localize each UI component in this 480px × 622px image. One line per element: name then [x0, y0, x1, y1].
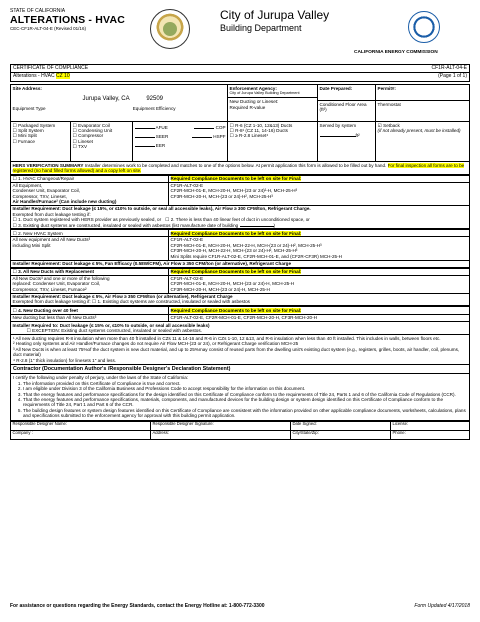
site-info-table — [10, 84, 470, 162]
checkbox-furnace[interactable]: ☐ Furnace — [13, 139, 69, 144]
site-address-cell[interactable] — [11, 85, 228, 122]
city-seal-icon — [150, 9, 190, 49]
option-4-left: New ducting but less than All New Ducts³ — [11, 314, 169, 321]
designer-signature-field[interactable]: Responsible Designer Signature: — [151, 421, 291, 430]
option-1-doc-1: CF1R-ALT-02-E — [170, 182, 204, 188]
checkbox-r6-ducts[interactable]: ☐ R-6 (CZ 1-10, 12&13) Ducts — [230, 123, 316, 128]
checkbox-option-1[interactable]: ☐ 1. HVAC Changeout/Repair — [11, 176, 168, 182]
form-title: ALTERATIONS - HVAC — [10, 13, 126, 26]
option-2-doc-2: CF2R-MCH-01-E, MCH-20-H, MCH-22-H, MCH-(23 or 24)-H², MCH-25-H³ — [170, 242, 322, 248]
hers-summary-text: Installer determines work to be completed and matches to one of the options below. At permit application this form is allowed to be filled out by hand. — [83, 162, 388, 168]
phone-field[interactable]: Phone: — [391, 430, 470, 439]
efficiency-row-1 — [135, 125, 226, 130]
option-2-item-2: including Mini Split — [12, 242, 51, 248]
checkbox-option-4-exception[interactable]: ☐ EXCEPTION: Existing duct systems constructed, insulated or sealed with asbestos. — [13, 328, 468, 333]
option-3-item-1: All New Ducts³ and one or more of the following — [12, 275, 110, 281]
checkbox-option-4[interactable]: ☐ 4. New Ducting over 40 feet — [13, 308, 167, 313]
option-2-table — [10, 229, 470, 260]
checkbox-packaged-system[interactable]: ☐ Packaged System — [13, 123, 69, 128]
city-block — [220, 9, 329, 33]
date-prepared-cell[interactable] — [318, 85, 376, 122]
option-2-required: Required Compliance Documents to be left on site for Final: — [170, 230, 302, 236]
contractor-intro: I certify the following under penalty of perjury, under the laws of the State of California: — [13, 375, 189, 381]
option-2-doc-1: CF1R-ALT-02-E — [170, 237, 204, 243]
checkbox-evaporator-coil[interactable]: ☐ Evaporator Coil — [73, 123, 131, 128]
equipment-type-list-b — [71, 122, 133, 162]
option-4-required: Required Compliance Documents to be left on site for Final: — [170, 307, 302, 313]
option-1-exemptions-b: ☐ 3. Existing duct systems are constructed, insulated or sealed with asbestos (list manufacture date of building ) — [13, 223, 468, 228]
footnote-2: ² Heating only systems and Air Handler/Furnace changes do not require Air Flow MCH-(23 or 24), or Refrigerant Charge verification MCH-25 — [13, 341, 299, 347]
option-2-right — [169, 230, 470, 260]
footnote-3: ³ All New Ducts is when at least 75%of the duct system is new duct material, and up to 25%may consist of reused parts from the dwelling unit's existing duct system (e.g., registers, grilles, boots, air handler, coil, plenums, duct material) — [13, 346, 460, 358]
equipment-type-list-a — [11, 122, 71, 162]
option-1-table — [10, 175, 470, 206]
option-1-item-1: All Equipment, — [12, 182, 43, 188]
hers-summary-lead: HERS VERIFICATION SUMMARY — [12, 162, 84, 168]
ft2-unit: ft² — [355, 132, 360, 138]
checkbox-option-2[interactable]: ☐ 2. New HVAC System — [11, 231, 168, 237]
declaration-item-3: 3. That the energy features and performance specifications for the design identified on this Certificate of Compliance conform to the requirements of Title 24, Parts 1 and 6 of the California Code of Regulations (CCR). — [23, 392, 467, 397]
option-3-installer-req: Installer Requirement: Duct leakage ≤ 5%, Air Flow ≥ 350 CFM/ton (or alternative), Refrigerant Charge — [12, 294, 233, 300]
option-1-left — [11, 175, 169, 205]
r-value-label: Required R-value — [229, 104, 266, 110]
option-3-doc-1: CF1R-ALT-02-E — [170, 275, 204, 281]
signature-table — [10, 421, 470, 440]
ducting-label-block — [228, 97, 317, 110]
form-header — [10, 9, 470, 64]
page-footer — [10, 604, 470, 610]
option-1-right — [169, 175, 470, 205]
certificate-label: CERTIFICATE OF COMPLIANCE — [13, 65, 89, 71]
checkbox-split-system[interactable]: ☐ Split System — [13, 128, 69, 133]
checkbox-option-3[interactable]: ☐ 3. All New Ducts with Replacement — [11, 269, 168, 275]
cop-field[interactable] — [194, 125, 225, 130]
served-area-field — [320, 133, 374, 138]
option-2-left — [11, 230, 169, 260]
building-date-field[interactable] — [240, 226, 274, 227]
option-1-required: Required Compliance Documents to be left on site for Final: — [170, 176, 302, 182]
doc-type — [13, 74, 70, 80]
floor-area-label: Conditioned Floor Area (ft²) — [318, 100, 375, 113]
option-4-table — [10, 306, 470, 322]
option-3-item-2: replaced: Condenser Unit, Evaporator Coil, — [12, 281, 101, 287]
enforcement-cell[interactable] — [228, 85, 318, 122]
site-address-label: Site Address: — [12, 85, 42, 91]
efficiency-fields — [133, 122, 228, 162]
option-1-item-3: Compressor, TXV, Lineset, — [12, 193, 67, 199]
declaration-item-2: 2. I am eligible under Division 3 of the California Business and Professions Code to accept responsibility for the information on this document. — [23, 386, 467, 391]
contractor-heading: Contractor (Documentation Author's /Responsible Designer's Declaration Statement) — [10, 365, 470, 374]
option-1-exempt: Exempted from duct leakage testing if: — [12, 211, 91, 217]
site-city: Jurupa Valley, CA — [82, 95, 130, 102]
declaration-item-4: 4. That the energy features and performance specifications, materials, components, and manufactured devices for the building design or system design identified on this Certificate of Compliance conform to the requirements of Title 24, Part 1 and Part 6 of the CCR. — [23, 397, 467, 408]
address-field[interactable]: Address: — [151, 430, 291, 439]
option-2-doc-4: Mini Splits require CF1R-ALT-02-E, CF2R-MCH-01-E, and (CF2R-CF3R) MCH-25-H — [170, 253, 342, 259]
commission-name: CALIFORNIA ENERGY COMMISSION — [354, 50, 438, 55]
served-by-cell[interactable] — [318, 122, 376, 162]
checkbox-lineset[interactable]: ☐ Lineset — [73, 139, 131, 144]
checkbox-exempt-1[interactable]: ☐ 1. Duct system registered with HERS provider as previously sealed, or — [13, 217, 162, 222]
efficiency-row-2 — [135, 134, 226, 139]
option-3-required: Required Compliance Documents to be left on site for Final: — [170, 269, 302, 275]
option-4-installer — [10, 322, 470, 335]
option-3-exempt-line — [13, 299, 468, 304]
checkbox-setback[interactable]: ☑ Setback — [378, 123, 468, 128]
hotline-text: For assistance or questions regarding the Energy Standards, contact the Energy Hotline at: 1-800-772-3300 — [10, 603, 265, 609]
designer-name-field[interactable]: Responsible Designer Name: — [11, 421, 151, 430]
cop-label: COP — [215, 124, 226, 130]
contractor-declaration — [10, 374, 470, 420]
certificate-code: CF1R-ALT-04-E — [431, 65, 467, 71]
contractor-items — [13, 381, 467, 419]
energy-commission-logo-icon — [408, 11, 440, 43]
equipment-efficiency-label: Equipment Efficiency — [132, 105, 176, 111]
certificate-band — [10, 64, 470, 73]
hers-summary — [10, 162, 470, 175]
checkbox-mini-split[interactable]: ☐ Mini Split — [13, 133, 69, 138]
option-3-doc-2: CF2R-MCH-01-E, MCH-20-H, MCH-(23 or 24)-H, MCH-25-H — [170, 281, 295, 287]
option-3-right — [169, 268, 470, 293]
state-label: STATE OF CALIFORNIA — [10, 8, 66, 14]
option-2-item-1: All new equipment and All New Ducts³ — [12, 237, 91, 243]
option-3-exempt: Exempted from duct leakage testing if: — [12, 299, 91, 305]
site-city-line — [13, 96, 226, 103]
setback-cell — [376, 122, 470, 162]
footnote-1: ¹ All new ducting requires R-8 insulation when more than 40 ft installed in CZs 11 & 14-16 and R-6 in CZs 1-10, 12 &13, and R-6 insulation when less than 40 ft installed. This includes in walls, between floors etc. — [13, 335, 441, 341]
form-id: CEC-CF1R-ALT-04-E (Revised 01/16) — [10, 25, 86, 31]
form-version: Form Updated 4/17/2018 — [414, 603, 470, 609]
option-1-installer-req: Installer Requirement: Duct leakage (≤ 15%, or ≤10% to outside, or seal all accessible leaks), Air Flow ≥ 300 CFM/ton, Refrigerant Charge. — [12, 206, 311, 212]
option-3-item-3: Compressor, TXV, Lineset, Furnace² — [12, 286, 87, 292]
hspf-field[interactable] — [192, 134, 226, 139]
enforcement-value: City of Jurupa Valley Building Department — [229, 90, 300, 95]
department-name: Building Department — [220, 22, 302, 33]
doc-type-band — [10, 73, 470, 82]
permit-label: Permit#: — [377, 85, 396, 91]
afue-label: AFUE — [155, 124, 168, 130]
climate-zone: CZ 10 — [55, 73, 70, 79]
eer-label: EER — [155, 143, 166, 149]
permit-cell[interactable] — [376, 85, 470, 122]
option-4-right: CF1R-ALT-02-E, CF2R-MCH-01-E, CF2R-MCH-20-H, CF3R-MCH-20-H — [169, 314, 470, 321]
checkbox-exempt-3[interactable]: ☐ 3. Existing duct systems are constructed, insulated or sealed with asbestos (list manufacture date of building — [13, 223, 239, 228]
option-4-label-cell — [11, 307, 169, 314]
option-2-installer-req: Installer Requirement: Duct leakage ≤ 5%, Fan Efficacy (0.58W/CFM), Air Flow ≥ 350 CFM/ton (or alternative), Refrigerant Charge — [10, 261, 470, 268]
footnote-4: ⁴ R-2.8 (1" thick insulation) for linesets 1" and less. — [13, 357, 117, 363]
seer-label: SEER — [155, 133, 169, 139]
hspf-label: HSPF — [213, 133, 226, 139]
option-4-required-cell — [169, 307, 470, 314]
option-3-left — [11, 268, 169, 293]
checkbox-exempt-2[interactable]: ☐ 2. There is less than 40 linear feet of duct in unconditioned space, or — [165, 217, 310, 222]
equipment-type-label: Equipment Type — [12, 105, 46, 111]
seer-field[interactable] — [135, 134, 169, 139]
page-number: (Page 1 of 1) — [438, 73, 467, 79]
checkbox-r28-lineset[interactable]: ☐ ≥ R-2.8 Lineset⁴ — [230, 133, 316, 138]
option-3-doc-3: CF3R-MCH-20-H, MCH-(23 or 24)-H, MCH-25-H — [170, 286, 270, 292]
checkbox-option-3-exempt[interactable]: ☐ 1. Existing duct systems are constructed, insulated or sealed with asbestos — [92, 299, 250, 304]
checkbox-txv[interactable]: ☐ TXV — [73, 144, 131, 149]
equipment-headings — [13, 106, 226, 111]
hers-summary-highlight: For final inspection all forms are to be registered (no hand filled forms allowed) and a copy left on site. — [12, 162, 465, 173]
option-3-table — [10, 268, 470, 294]
doc-type-text: Alterations - HVAC — [13, 73, 56, 79]
checkbox-r8-ducts[interactable]: ☐ R-8¹ (CZ 11, 14-16) Ducts — [230, 128, 316, 133]
declaration-item-5: 5. The building design features or system design features identified on this Certificate of Compliance are consistent with the information provided on other applicable compliance documents, worksheets, calculations, plans and specifications submitted to the enforcement agency for approval with this building permit application. — [23, 408, 467, 419]
option-1-item-4: Air Handler/Furnace² (Can include new ducting) — [12, 198, 117, 204]
enforcement-label: Enforcement Agency: — [229, 85, 277, 91]
footnotes — [10, 335, 470, 365]
city-name: City of Jurupa Valley — [220, 8, 330, 22]
site-zip: 92509 — [146, 95, 163, 102]
city-state-zip-field[interactable]: City/State/Zip: — [291, 430, 391, 439]
declaration-item-1: 1. The information provided on this Certificate of Compliance is true and correct. — [23, 381, 467, 386]
checkbox-compressor[interactable]: ☐ Compressor — [73, 133, 131, 138]
option-4-installer-req: Installer Required to: Duct leakage (≤ 15% or, ≤10% to outside, or seal all accessible leaks) — [12, 322, 210, 328]
option-3-installer — [10, 294, 470, 307]
eer-field[interactable] — [135, 143, 226, 148]
option-1-installer — [10, 206, 470, 230]
option-1-doc-2: CF2R-MCH-01-E, MCH-20-H, MCH-(23 or 24)²-H, MCH-25-H³ — [170, 188, 298, 194]
license-field[interactable]: License: — [391, 421, 470, 430]
served-by-label: Served by system — [319, 122, 357, 128]
company-field[interactable]: Company : — [11, 430, 151, 439]
date-prepared-label: Date Prepared: — [319, 85, 353, 91]
new-ducting-label: New Ducting or Lineset: — [229, 99, 279, 105]
setback-note: (if not already present, must be installed) — [377, 127, 461, 133]
option-2-doc-3: CF3R-MCH-20-H, MCH-22-H, MCH-(23 or 24)-H², MCH-25-H³ — [170, 248, 298, 254]
thermostat-label: Thermostat — [376, 100, 469, 107]
r-value-options — [228, 122, 318, 162]
option-1-doc-3: CF3R-MCH-20-H, MCH-(23 or 24)-H², MCH-25-H³ — [170, 193, 273, 199]
option-1-item-2: Condenser Unit, Evaporator Coil, — [12, 188, 80, 194]
afue-field[interactable] — [135, 125, 168, 130]
date-signed-field[interactable]: Date Signed: — [291, 421, 391, 430]
checkbox-condensing-unit[interactable]: ☐ Condensing Unit — [73, 128, 131, 133]
